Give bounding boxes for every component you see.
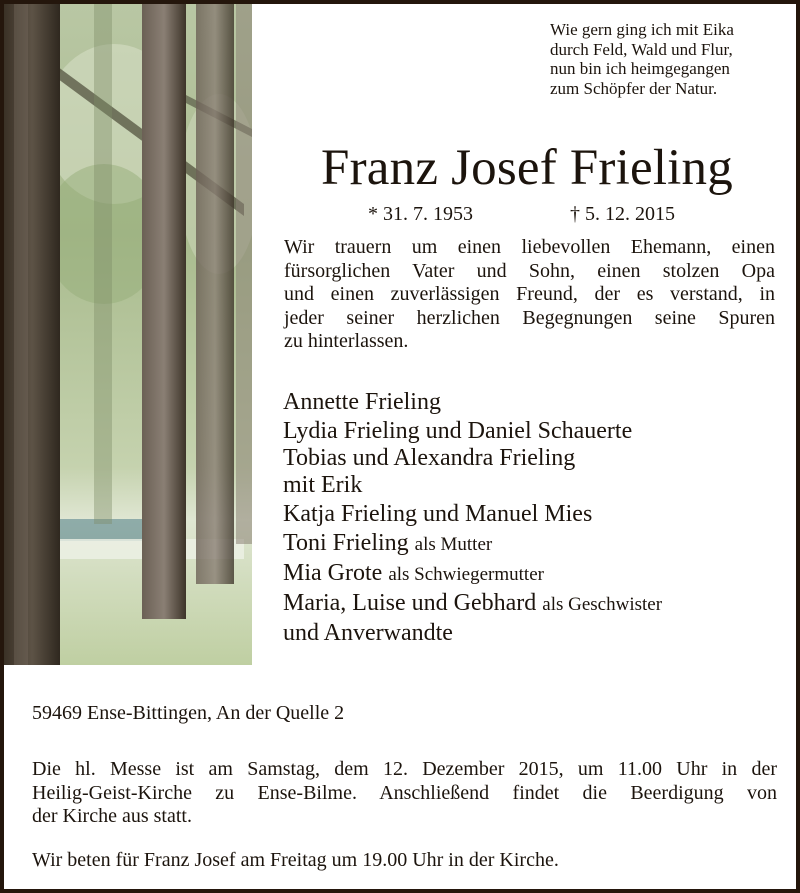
mourner-name: Mia Grote: [283, 560, 383, 586]
poem-line: nun bin ich heimgegangen: [550, 59, 730, 79]
mourner: [283, 446, 783, 471]
tribute-text: [284, 236, 775, 354]
mourner: [283, 529, 783, 559]
mourner-name: mit Erik: [283, 472, 363, 498]
mourner: [283, 417, 783, 446]
mourner-name: Toni Frieling: [283, 530, 409, 556]
forest-photo: [4, 4, 252, 665]
mourner-relation: als Schwiegermutter: [388, 564, 544, 585]
mourner: [283, 500, 783, 529]
birth-date: * 31. 7. 1953: [368, 203, 473, 225]
deceased-name: Franz Josef Frieling: [321, 140, 733, 196]
poem-line: durch Feld, Wald und Flur,: [550, 39, 733, 59]
mourner: [283, 471, 783, 500]
mourner-name: Lydia Frieling und Daniel Schauerte: [283, 418, 633, 444]
mourner-name: Annette Frieling: [283, 389, 441, 415]
mourner-relation: als Geschwister: [542, 594, 663, 615]
mourner-name: Tobias und Alexandra Frieling: [283, 445, 576, 471]
memorial-poem: [550, 20, 790, 98]
mourner-name: Katja Frieling und Manuel Mies: [283, 501, 593, 527]
mass-line: Heilig-Geist-Kirche zu Ense-Bilme. Anschließend findet die Beerdigung von: [32, 781, 777, 804]
poem-line: Wie gern ging ich mit Eika: [550, 20, 734, 39]
tribute-line: jeder seiner herzlichen Begegnungen seine Spuren: [284, 306, 775, 329]
tribute-line: und einen zuverlässigen Freund, der es verstand, in: [284, 283, 775, 305]
mourner: [283, 559, 783, 589]
poem-line: zum Schöpfer der Natur.: [550, 78, 718, 98]
mourner: [283, 619, 783, 648]
tribute-line: Wir trauern um einen liebevollen Ehemann, einen: [284, 236, 775, 258]
prayer-info: Wir beten für Franz Josef am Freitag um 19.00 Uhr in der Kirche.: [32, 849, 559, 871]
forest-trees-image: [4, 4, 252, 665]
mourner-name: und Anverwandte: [283, 620, 453, 646]
death-date: † 5. 12. 2015: [570, 203, 675, 225]
mourners-list: [283, 388, 783, 648]
tribute-line: zu hinterlassen.: [284, 330, 409, 352]
mourner: [283, 388, 783, 417]
mourner: [283, 589, 783, 619]
mass-line: Die hl. Messe ist am Samstag, dem 12. Dezember 2015, um 11.00 Uhr in der: [32, 758, 777, 780]
mourner-relation: als Mutter: [414, 534, 493, 555]
mass-line: der Kirche aus statt.: [32, 805, 192, 827]
mourner-name: Maria, Luise und Gebhard: [283, 590, 537, 616]
funeral-mass-info: [32, 758, 777, 829]
tribute-line: fürsorglichen Vater und Sohn, einen stolzen Opa: [284, 259, 775, 282]
family-address: 59469 Ense-Bittingen, An der Quelle 2: [32, 702, 345, 724]
